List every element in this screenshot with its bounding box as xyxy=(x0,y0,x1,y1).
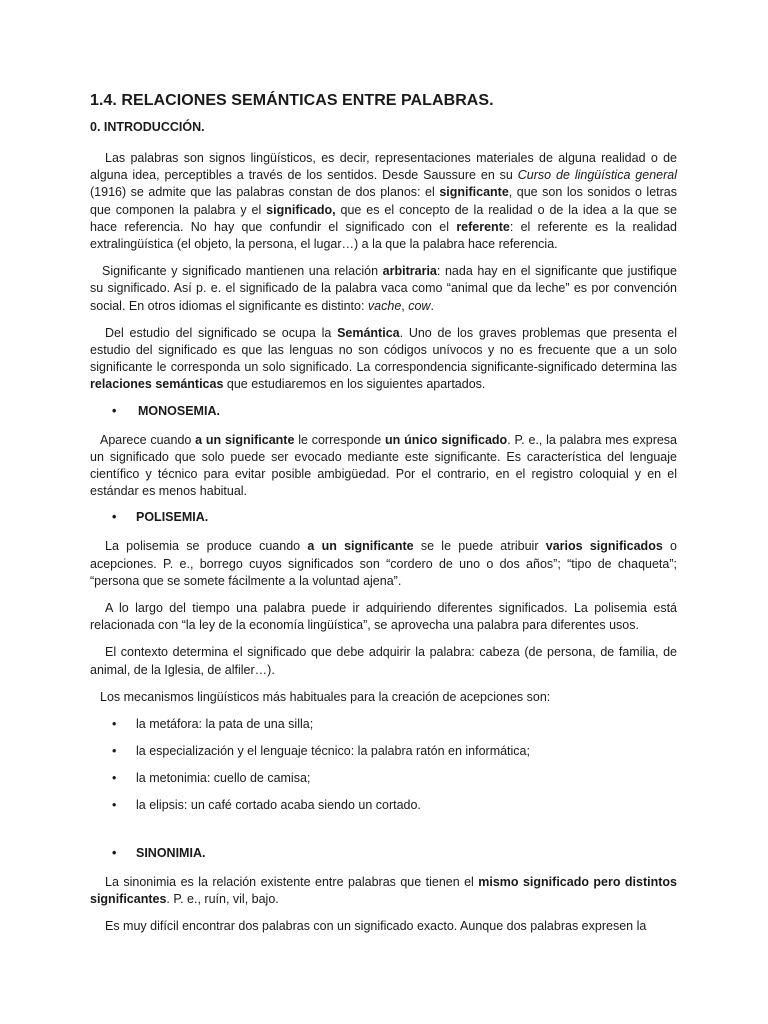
polisemia-heading-label: POLISEMIA. xyxy=(136,510,209,525)
intro-paragraph-3: Del estudio del significado se ocupa la Semántica. Uno de los graves problemas que presenta el estudio del significado es que las lenguas no son códigos unívocos y no es frecuente que a un solo significante le corresponda un solo significado. La correspondencia significante-significado determina las relaciones semánticas que estudiaremos en los siguientes apartados. xyxy=(90,325,677,392)
sinonimia-paragraph-2: Es muy difícil encontrar dos palabras con un significado exacto. Aunque dos palabras expresen la xyxy=(105,919,647,934)
bullet-icon: • xyxy=(112,798,117,813)
monosemia-heading-label: MONOSEMIA. xyxy=(138,403,220,418)
bullet-icon: • xyxy=(112,403,117,418)
intro-paragraph-2: Significante y significado mantienen una relación arbitraria: nada hay en el significante que justifique su significado. Así p. e. el significado de la palabra vaca como “animal que da leche” es por convención social. En otros idiomas el significante es distinto: vache, cow. xyxy=(90,264,678,313)
bullet-icon: • xyxy=(112,510,117,525)
polisemia-paragraph-1: La polisemia se produce cuando a un significante se le puede atribuir varios significados o acepciones. P. e., borrego cuyos significados son “cordero de uno o dos años”; “tipo de chaqueta”; “persona que se somete fácilmente a la voluntad ajena”. xyxy=(90,539,677,588)
polisemia-paragraph-4: Los mecanismos lingüísticos más habituales para la creación de acepciones son: xyxy=(100,689,551,704)
list-item: • la elipsis: un café cortado acaba siendo un cortado. xyxy=(90,797,677,814)
page-title: 1.4. RELACIONES SEMÁNTICAS ENTRE PALABRAS. xyxy=(90,92,494,109)
spacer xyxy=(90,824,677,846)
list-item: • la metonimia: cuello de camisa; xyxy=(90,770,677,787)
monosemia-paragraph: Aparece cuando a un significante le corresponde un único significado. P. e., la palabra mes expresa un significado que solo puede ser evocado mediante este significante. Es característica del lenguaje científico y técnico para evitar posible ambigüedad. Por el contrario, en el registro coloquial y en el estándar es menos habitual. xyxy=(90,432,678,499)
acepciones-list xyxy=(90,716,677,814)
list-item: • la especialización y el lenguaje técnico: la palabra ratón en informática; xyxy=(90,743,677,760)
bullet-icon: • xyxy=(112,846,117,861)
monosemia-heading xyxy=(90,404,677,418)
bullet-icon: • xyxy=(112,771,117,786)
polisemia-paragraph-3: El contexto determina el significado que debe adquirir la palabra: cabeza (de persona, de familia, de animal, de la Iglesia, de alfiler…). xyxy=(90,645,677,677)
polisemia-heading xyxy=(90,510,677,524)
sinonimia-heading-label: SINONIMIA. xyxy=(136,846,206,861)
sinonimia-heading xyxy=(90,846,677,860)
intro-heading: 0. INTRODUCCIÓN. xyxy=(90,120,205,134)
intro-paragraph-1: Las palabras son signos lingüísticos, es decir, representaciones materiales de alguna realidad o de alguna idea, perceptibles a través de los sentidos. Desde Saussure en su Curso de lingüística general (1916) se admite que las palabras constan de dos planos: el significante, que son los sonidos o letras que componen la palabra y el significado, que es el concepto de la realidad o de la idea a la que se hace referencia. No hay que confundir el significado con el referente: el referente es la realidad extralingüística (el objeto, la persona, el lugar…) a la que la palabra hace referencia. xyxy=(90,151,678,252)
bullet-icon: • xyxy=(112,717,117,732)
list-item: • la metáfora: la pata de una silla; xyxy=(90,716,677,733)
sinonimia-paragraph-1: La sinonimia es la relación existente entre palabras que tienen el mismo significado pero distintos significantes. P. e., ruín, vil, bajo. xyxy=(90,875,677,907)
polisemia-paragraph-2: A lo largo del tiempo una palabra puede ir adquiriendo diferentes significados. La polisemia está relacionada con “la ley de la economía lingüística”, se aprovecha una palabra para diferentes usos. xyxy=(90,601,677,633)
bullet-icon: • xyxy=(112,744,117,759)
